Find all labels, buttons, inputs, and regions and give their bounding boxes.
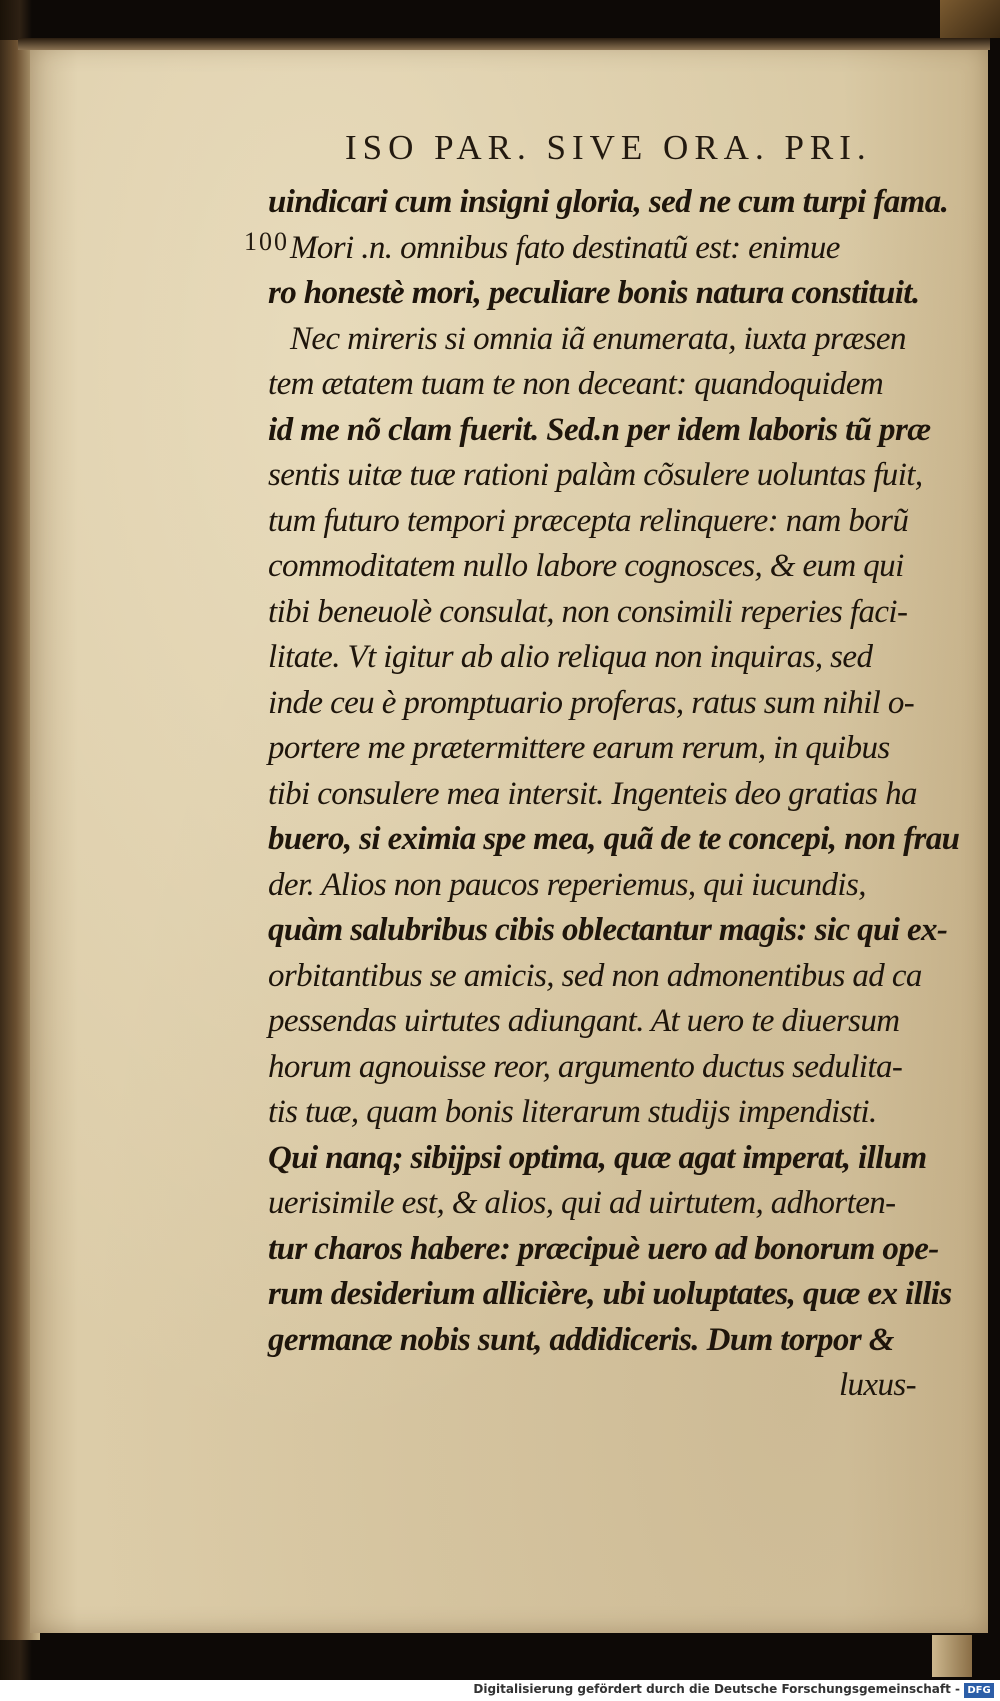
text-line: tibi beneuolè consulat, non consimili reperies faci- bbox=[268, 593, 908, 630]
running-head: ISO PAR. SIVE ORA. PRI. bbox=[345, 128, 872, 167]
margin-line-number: 100 bbox=[244, 227, 289, 256]
text-line: horum agnouisse reor, argumento ductus sedulita- bbox=[268, 1048, 903, 1085]
text-line: buero, si eximia spe mea, quã de te concepi, non frau bbox=[268, 821, 960, 857]
text-line: tis tuæ, quam bonis literarum studijs impendisti. bbox=[268, 1094, 877, 1130]
footer-bar bbox=[0, 1680, 1000, 1701]
body-text bbox=[268, 180, 960, 1409]
text-line: ro honestè mori, peculiare bonis natura constituit. bbox=[268, 275, 920, 311]
text-line: uerisimile est, & alios, qui ad uirtutem, adhorten- bbox=[268, 1185, 896, 1221]
text-line: sentis uitæ tuæ rationi palàm cõsulere uoluntas fuit, bbox=[268, 457, 923, 493]
text-line: tum futuro tempori præcepta relinquere: nam borũ bbox=[268, 502, 909, 539]
text-line: id me nõ clam fuerit. Sed.n per idem laboris tũ præ bbox=[268, 411, 931, 448]
text-line: Mori .n. omnibus fato destinatũ est: enimue bbox=[290, 229, 840, 266]
page-top-edge bbox=[18, 38, 990, 50]
text-line: portere me prætermittere earum rerum, in quibus bbox=[268, 730, 890, 766]
catchword: luxus- bbox=[838, 1367, 916, 1403]
text-line: germanæ nobis sunt, addidiceris. Dum torpor & bbox=[268, 1321, 894, 1358]
text-line: uindicari cum insigni gloria, sed ne cum turpi fama. bbox=[268, 184, 949, 220]
page-corner-tab bbox=[940, 0, 1000, 38]
funding-credit: Digitalisierung gefördert durch die Deutsche Forschungsgemeinschaft - bbox=[473, 1682, 960, 1696]
text-line: der. Alios non paucos reperiemus, qui iucundis, bbox=[268, 866, 866, 903]
text-line: commoditatem nullo labore cognosces, & eum qui bbox=[268, 548, 904, 584]
text-line: litate. Vt igitur ab alio reliqua non inquiras, sed bbox=[268, 639, 873, 675]
text-line: rum desiderium allicière, ubi uoluptates, quæ ex illis bbox=[268, 1276, 952, 1312]
text-line: quàm salubribus cibis oblectantur magis: sic qui ex- bbox=[268, 912, 948, 948]
dfg-logo: DFG bbox=[964, 1683, 994, 1698]
text-line: orbitantibus se amicis, sed non admonentibus ad ca bbox=[268, 957, 922, 994]
text-line: Qui nanq; sibijpsi optima, quæ agat imperat, illum bbox=[268, 1139, 927, 1176]
text-line: Nec mireris si omnia iã enumerata, iuxta præsen bbox=[290, 320, 906, 357]
text-line: tem ætatem tuam te non deceant: quandoquidem bbox=[268, 366, 884, 402]
text-line: tibi consulere mea intersit. Ingenteis deo gratias ha bbox=[268, 775, 917, 812]
page-bottom-tab bbox=[932, 1635, 972, 1677]
text-line: pessendas uirtutes adiungant. At uero te diuersum bbox=[268, 1003, 900, 1039]
text-line: inde ceu è promptuario proferas, ratus sum nihil o- bbox=[268, 684, 915, 721]
text-line: tur charos habere: præcipuè uero ad bonorum ope- bbox=[268, 1230, 939, 1267]
